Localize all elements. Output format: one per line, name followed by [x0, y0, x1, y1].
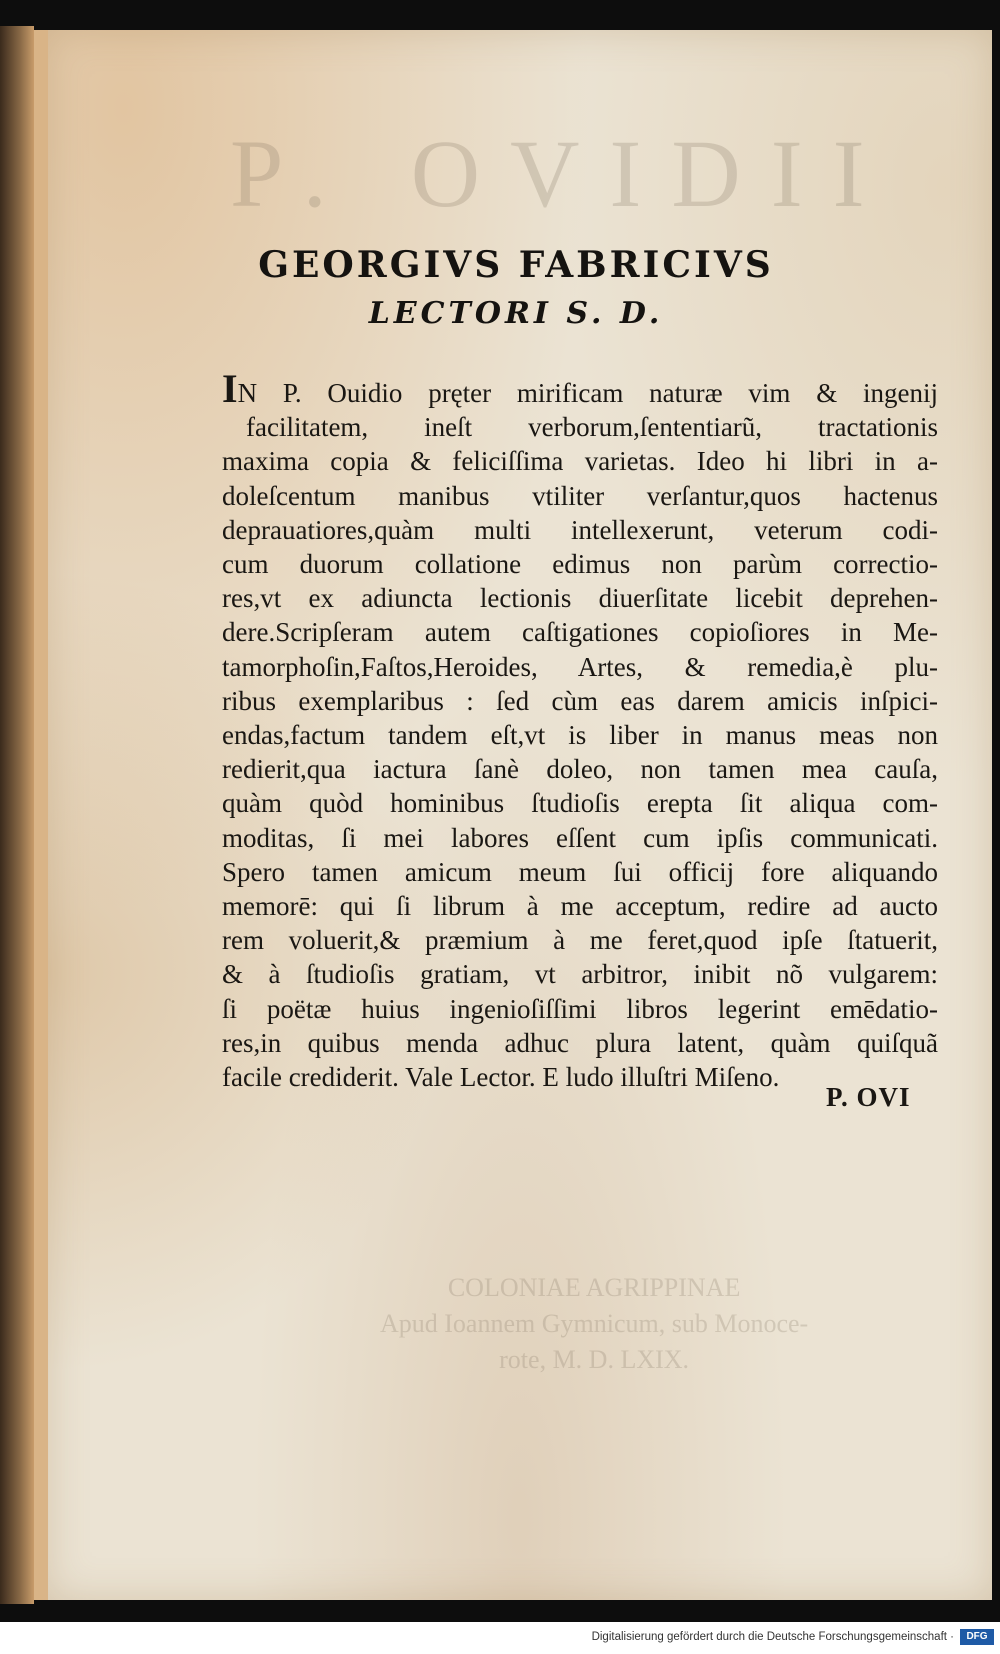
funding-credit: Digitalisierung gefördert durch die Deutsche Forschungsgemeinschaft ·: [591, 1631, 954, 1643]
text-line: tamorphoſin,Faſtos,Heroides, Artes, & remedia,è plu-: [222, 651, 938, 682]
text-line: redierit,qua iactura ſanè doleo, non tamen mea cauſa,: [222, 754, 938, 785]
text-line: Spero tamen amicum meum ſui officij fore aliquando: [222, 856, 938, 887]
dfg-logo: DFG: [960, 1629, 994, 1645]
text-line: ſi poëtæ huius ingenioſiſſimi libros legerint emēdatio-: [222, 993, 938, 1024]
text-line: rem voluerit,& præmium à me feret,quod ipſe ſtatuerit,: [222, 925, 938, 956]
text-line: moditas, ſi mei labores eſſent cum ipſis communicati.: [222, 822, 938, 853]
text-line: res,in quibus menda adhuc plura latent, quàm quiſquã: [222, 1027, 938, 1058]
text-line: ribus exemplaribus : ſed cùm eas darem amicis inſpici-: [222, 685, 938, 716]
text-line: cum duorum collatione edimus non parùm correctio-: [222, 549, 938, 580]
page-heading: GEORGIVS FABRICIVS: [258, 244, 774, 286]
text-line: facilitatem, ineſt verborum,ſententiarũ, tractationis: [246, 412, 938, 443]
text-line: memorē: qui ſi librum à me acceptum, redire ad aucto: [222, 891, 938, 922]
show-through-title: P. OVIDII: [230, 120, 895, 227]
show-through-imprint: COLONIAE AGRIPPINAE Apud Ioannem Gymnicum, sub Monoce- rote, M. D. LXIX.: [380, 1273, 809, 1374]
book-spine-edge: [0, 26, 34, 1604]
text-line: endas,factum tandem eſt,vt is liber in manus meas non: [222, 720, 938, 751]
text-line: facile crediderit. Vale Lector. E ludo illuſtri Miſeno.: [222, 1062, 780, 1093]
digitization-footer: [0, 1622, 1000, 1654]
text-line: doleſcentum manibus vtiliter verſantur,quos hactenus: [222, 480, 938, 511]
text-line: quàm quòd hominibus ſtudioſis erepta ſit aliqua com-: [222, 788, 938, 819]
text-line: dere.Scripſeram autem caſtigationes copioſiores in Me-: [222, 617, 938, 648]
preface-text: [222, 372, 938, 1094]
page-subheading: LECTORI S. D.: [368, 296, 664, 331]
initial-letter: I: [222, 372, 238, 411]
catchword: P. OVI: [826, 1082, 911, 1112]
text-line: IN P. Ouidio pręter mirificam naturæ vim & ingenij: [222, 372, 938, 410]
text-line: & à ſtudioſis gratiam, vt arbitror, inibit nõ vulgarem:: [222, 959, 938, 990]
text-line: deprauatiores,quàm multi intellexerunt, veterum codi-: [222, 514, 938, 545]
text-line: maxima copia & feliciſſima varietas. Ideo hi libri in a-: [222, 446, 938, 477]
text-line: res,vt ex adiuncta lectionis diuerſitate licebit deprehen-: [222, 583, 938, 614]
